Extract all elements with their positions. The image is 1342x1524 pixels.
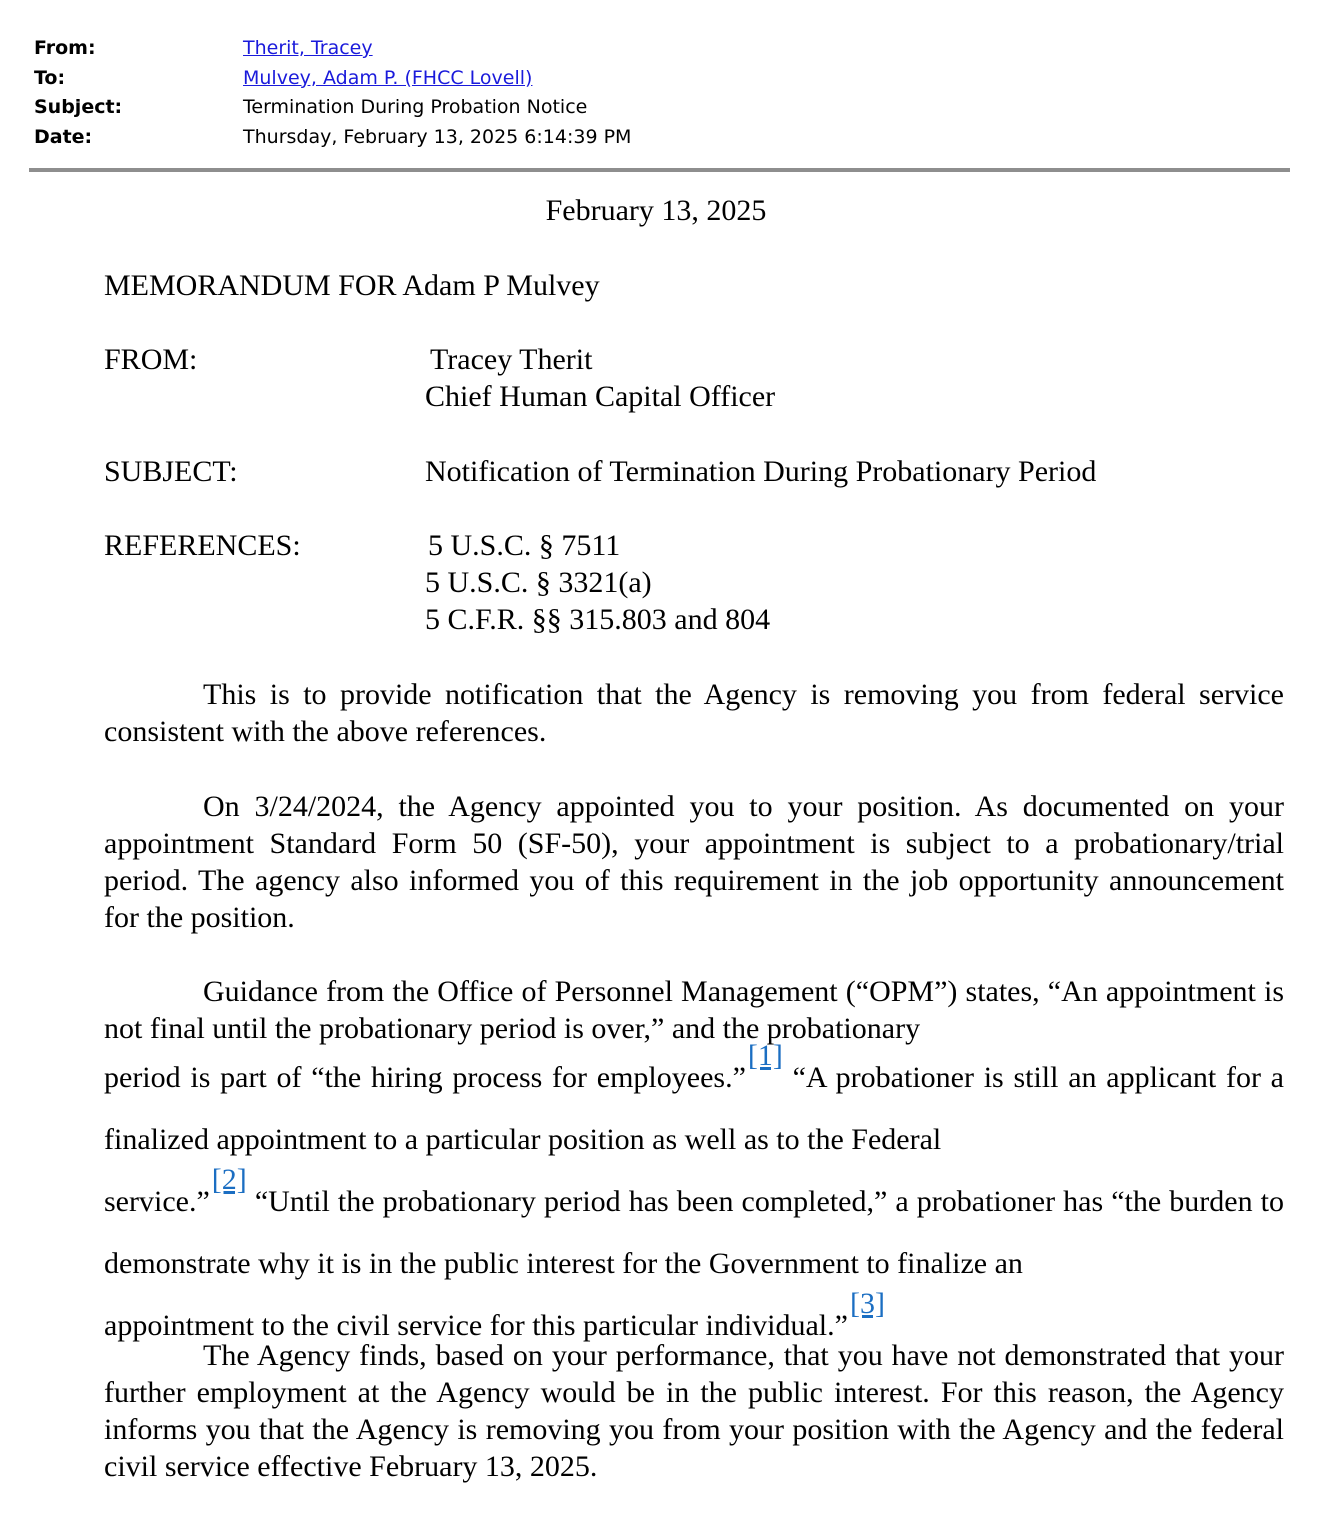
paragraph-notification-text: This is to provide notification that the Agency is removing you from federal service consistent with the above references. bbox=[104, 678, 1284, 748]
subject-label: Subject: bbox=[34, 96, 123, 118]
subject-value: Termination During Probation Notice bbox=[243, 96, 588, 118]
guidance-line-3 bbox=[104, 1163, 1284, 1295]
date-value: Thursday, February 13, 2025 6:14:39 PM bbox=[243, 125, 632, 148]
from-row bbox=[34, 34, 631, 64]
email-header bbox=[34, 34, 631, 152]
to-label: To: bbox=[34, 66, 66, 89]
paragraph-guidance bbox=[104, 973, 1284, 1357]
memo-references-label: REFERENCES: bbox=[104, 529, 301, 562]
recipient-link[interactable]: Mulvey, Adam P. (FHCC Lovell) bbox=[243, 66, 533, 89]
paragraph-finding-text: The Agency finds, based on your performance, that you have not demonstrated that your further employment at the Agency would be in the public interest. For this reason, the Agency informs you that the Agency is removing you from your position with the Agency and the federal civil service effective February 13, 2025. bbox=[104, 1339, 1284, 1483]
guidance-text: service.” bbox=[104, 1185, 210, 1218]
memo-subject-value: Notification of Termination During Probationary Period bbox=[425, 455, 1097, 488]
date-label: Date: bbox=[34, 125, 93, 148]
to-row bbox=[34, 64, 631, 94]
reference-item: 5 U.S.C. § 3321(a) bbox=[425, 566, 652, 599]
guidance-text: “Until the probationary period has been completed,” a probationer has “the burden to demonstrate why it is in the public interest for the Government to finalize an bbox=[104, 1185, 1284, 1280]
paragraph-appointment bbox=[104, 788, 1284, 936]
guidance-line-1 bbox=[104, 973, 1284, 1047]
memo-subject-label: SUBJECT: bbox=[104, 455, 238, 488]
reference-item: 5 U.S.C. § 7511 bbox=[428, 529, 621, 562]
footnote-2-link[interactable]: [2] bbox=[211, 1163, 247, 1196]
from-label: From: bbox=[34, 37, 96, 59]
guidance-text: Guidance from the Office of Personnel Management (“OPM”) states, “An appointment is not final until the probationary period is over,” and the probationary bbox=[104, 975, 1284, 1045]
date-row bbox=[34, 123, 631, 153]
memo-from-name: Tracey Therit bbox=[430, 343, 593, 376]
header-divider bbox=[29, 168, 1290, 172]
footnote-3-link[interactable]: [3] bbox=[849, 1287, 885, 1320]
guidance-text: appointment to the civil service for this particular individual.” bbox=[104, 1309, 848, 1342]
sender-link[interactable]: Therit, Tracey bbox=[243, 37, 373, 59]
guidance-line-2 bbox=[104, 1039, 1284, 1171]
subject-row bbox=[34, 93, 631, 123]
reference-item: 5 C.F.R. §§ 315.803 and 804 bbox=[425, 603, 771, 636]
guidance-text: period is part of “the hiring process for employees.” bbox=[104, 1061, 746, 1094]
memo-from-label: FROM: bbox=[104, 343, 198, 376]
guidance-text: “A probationer is still an applicant for a finalized appointment to a particular position as well as to the Federal bbox=[104, 1061, 1284, 1156]
memo-date: February 13, 2025 bbox=[545, 194, 767, 227]
memorandum-for: MEMORANDUM FOR Adam P Mulvey bbox=[104, 269, 600, 302]
footnote-1-link[interactable]: [1] bbox=[747, 1039, 783, 1072]
memo-from-title: Chief Human Capital Officer bbox=[425, 380, 776, 413]
paragraph-appointment-text: On 3/24/2024, the Agency appointed you to your position. As documented on your appointment Standard Form 50 (SF-50), your appointment is subject to a probationary/trial period. The agency also informed you of this requirement in the job opportunity announcement for the position. bbox=[104, 790, 1284, 934]
paragraph-notification bbox=[104, 676, 1284, 750]
paragraph-finding bbox=[104, 1337, 1284, 1485]
